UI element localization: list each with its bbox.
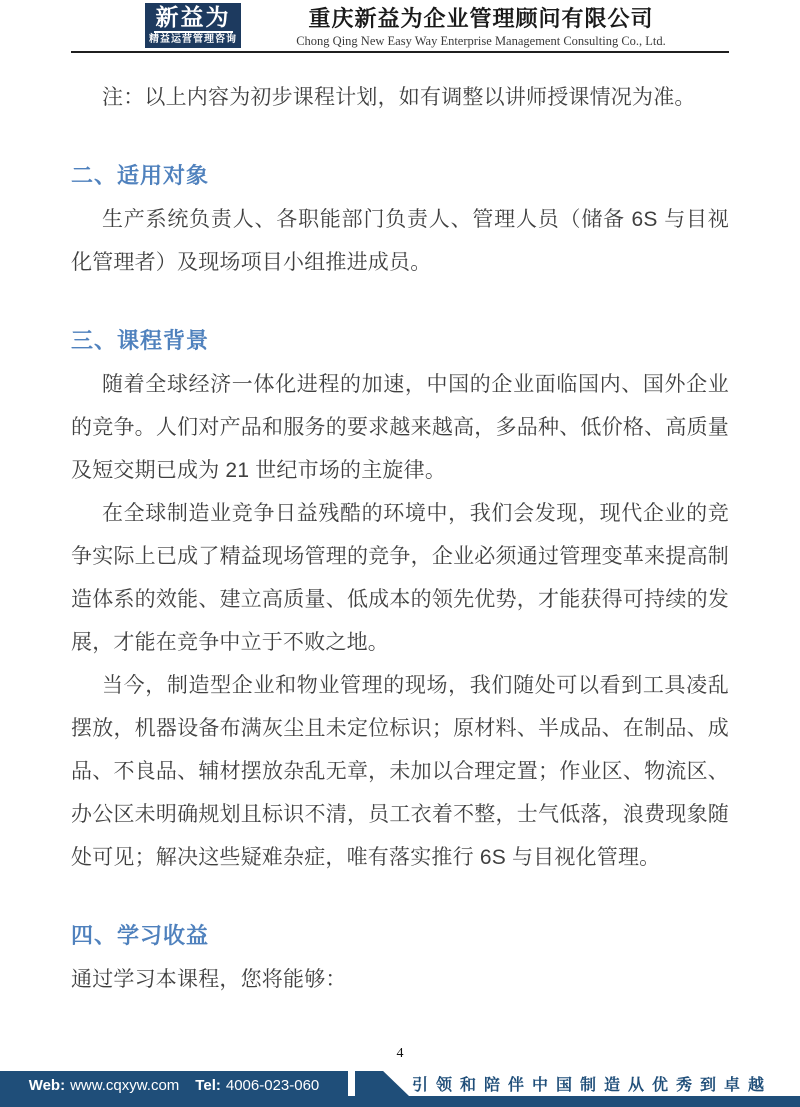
section-heading-course-background: 三、课程背景 — [71, 328, 210, 353]
page-number: 4 — [396, 1046, 404, 1061]
website-url: www.cqxyw.com — [70, 1076, 180, 1094]
logo-title: 新益为 — [154, 4, 233, 33]
section-heading-target-audience: 二、适用对象 — [71, 163, 210, 188]
phone-number: 4006-023-060 — [225, 1076, 320, 1094]
company-name-block — [261, 6, 701, 50]
paragraph: 生产系统负责人、各职能部门负责人、管理人员（储备 6S 与目视化管理者）及现场项目小组推进成员。 — [71, 208, 729, 274]
footer-slogan: 引领和陪伴中国制造从优秀到卓越 — [412, 1077, 773, 1094]
paragraph: 在全球制造业竞争日益残酷的环境中，我们会发现，现代企业的竞争实际上已成了精益现场管理的竞争，企业必须通过管理变革来提高制造体系的效能、建立高质量、低成本的领先优势，才能获得可持续的发展，才能在竞争中立于不败之地。 — [71, 502, 729, 654]
paragraph: 当今，制造型企业和物业管理的现场，我们随处可以看到工具凌乱摆放，机器设备布满灰尘且未定位标识；原材料、半成品、在制品、成品、不良品、辅材摆放杂乱无章，未加以合理定置；作业区、物流区、办公区未明确规划且标识不清，员工衣着不整，士气低落，浪费现象随处可见；解决这些疑难杂症，唯有落实推行 6S 与目视化管理。 — [71, 674, 729, 869]
page-header — [71, 0, 729, 53]
company-name-en: Chong Qing New Easy Way Enterprise Management Consulting Co., Ltd. — [296, 34, 666, 48]
page-footer — [0, 1071, 800, 1107]
footer-accent-shape — [355, 1071, 409, 1096]
paragraph: 通过学习本课程，您将能够： — [71, 968, 347, 991]
paragraph: 随着全球经济一体化进程的加速，中国的企业面临国内、国外企业的竞争。人们对产品和服务的要求越来越高，多品种、低价格、高质量及短交期已成为 21 世纪市场的主旋律。 — [71, 373, 729, 482]
company-name-cn: 重庆新益为企业管理顾问有限公司 — [308, 6, 654, 31]
tel-label: Tel: — [195, 1076, 221, 1094]
note-paragraph: 注：以上内容为初步课程计划，如有调整以讲师授课情况为准。 — [102, 86, 696, 109]
document-body — [0, 76, 800, 1001]
company-logo — [145, 3, 241, 48]
logo-tagline: 精益运营管理咨询 — [149, 34, 237, 45]
web-label: Web: — [28, 1076, 66, 1094]
footer-contact-bar — [0, 1071, 348, 1107]
section-heading-learning-benefits: 四、学习收益 — [71, 923, 210, 948]
